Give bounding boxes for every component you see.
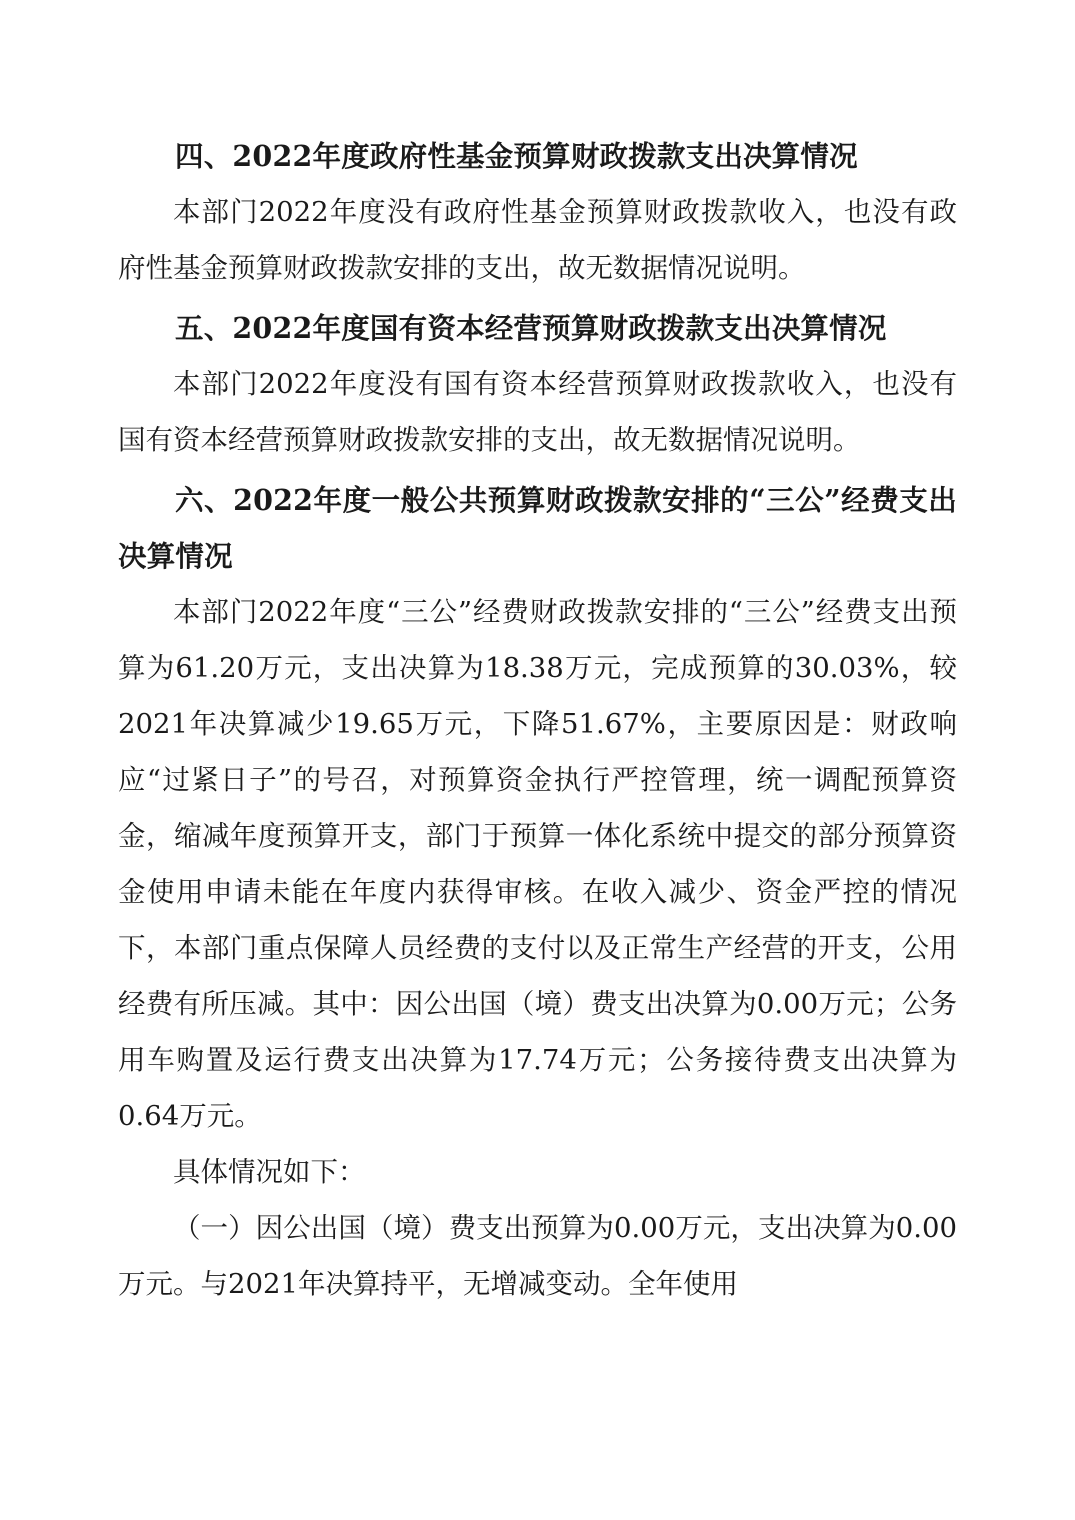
section-six-paragraph-1: 本部门2022年度“三公”经费财政拨款安排的“三公”经费支出预算为61.20万元，支出决算为18.38万元，完成预算的30.03%，较2021年决算减少19.65万元，下降51.67%，主要原因是：财政响应“过紧日子”的号召，对预算资金执行严控管理，统一调配预算资金，缩减年度预算开支，部门于预算一体化系统中提交的部分预算资金使用申请未能在年度内获得审核。在收入减少、资金严控的情况下，本部门重点保障人员经费的支付以及正常生产经营的开支，公用经费有所压减。其中：因公出国（境）费支出决算为0.00万元；公务用车购置及运行费支出决算为17.74万元；公务接待费支出决算为0.64万元。	[118, 596, 957, 1132]
section-heading-six: 六、2022年度一般公共预算财政拨款安排的“三公”经费支出决算情况	[118, 483, 957, 573]
section-heading-four: 四、2022年度政府性基金预算财政拨款支出决算情况	[175, 139, 858, 173]
section-four-paragraph-1: 本部门2022年度没有政府性基金预算财政拨款收入，也没有政府性基金预算财政拨款安排的支出，故无数据情况说明。	[118, 196, 957, 284]
section-six-paragraph-2: 具体情况如下：	[173, 1156, 366, 1188]
section-three-public-expenses	[118, 472, 957, 1312]
section-government-fund	[118, 128, 957, 296]
section-state-capital	[118, 300, 957, 468]
section-five-paragraph-1: 本部门2022年度没有国有资本经营预算财政拨款收入，也没有国有资本经营预算财政拨款安排的支出，故无数据情况说明。	[118, 368, 957, 456]
section-six-paragraph-3: （一）因公出国（境）费支出预算为0.00万元，支出决算为0.00万元。与2021年决算持平，无增减变动。全年使用	[118, 1212, 957, 1300]
document-body	[118, 128, 957, 1312]
section-heading-five: 五、2022年度国有资本经营预算财政拨款支出决算情况	[175, 311, 887, 345]
